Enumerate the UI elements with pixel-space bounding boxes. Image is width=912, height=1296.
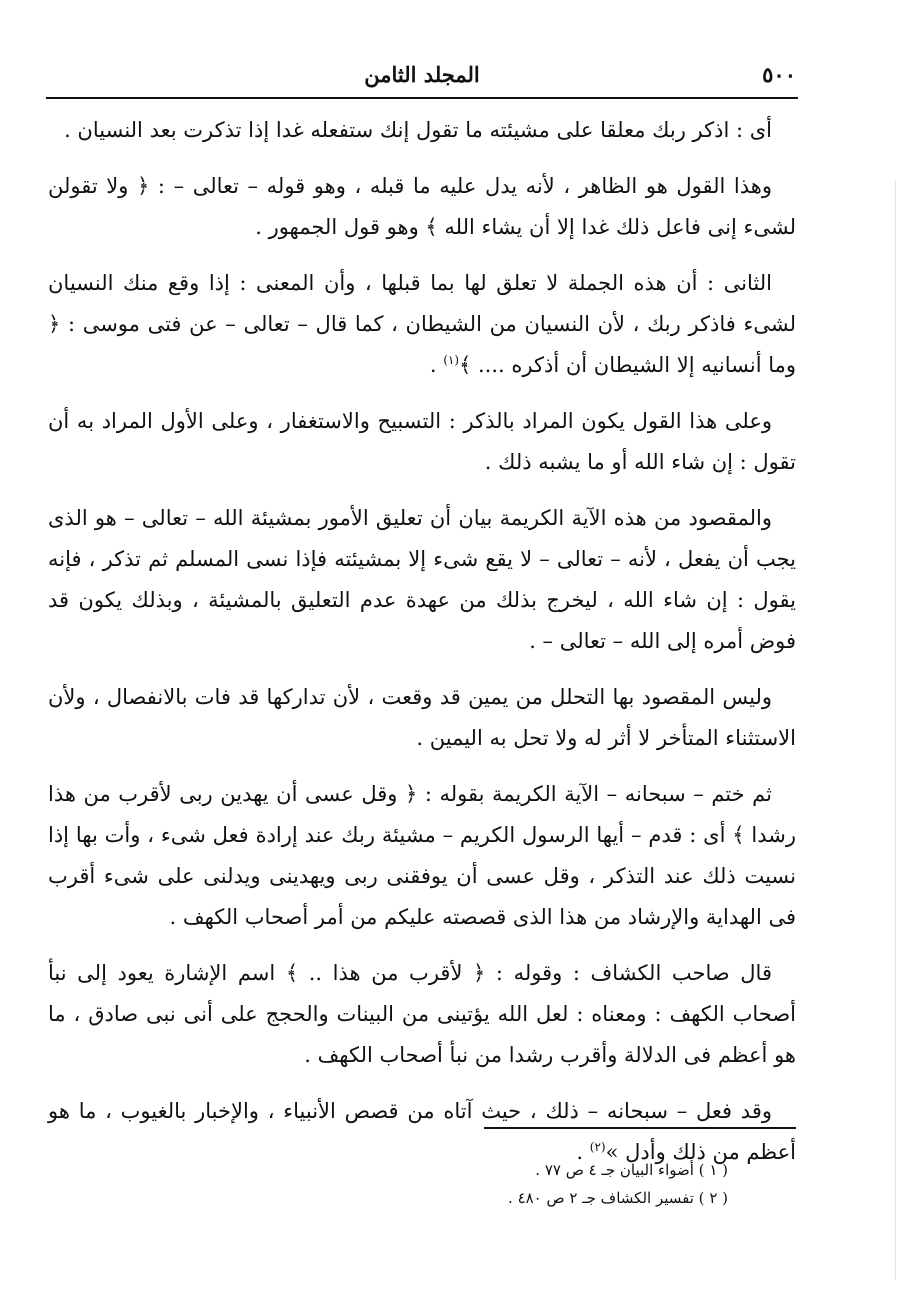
paragraph-text: أى : اذكر ربك معلقا على مشيئته ما تقول إنك ستفعله غدا إذا تذكرت بعد النسيان . xyxy=(64,118,772,142)
header-rule xyxy=(46,97,798,99)
paragraph-tail: . xyxy=(576,1140,590,1164)
paragraph-text: والمقصود من هذه الآية الكريمة بيان أن تعليق الأمور بمشيئة الله – تعالى – هو الذى يجب أن يفعل ، لأنه – تعالى – لا يقع شىء إلا بمشيئته فإذا نسى المسلم ثم تذكر ، فإنه يقول : إن شاء الله ، ليخرج بذلك من عهدة عدم التعليق بالمشيئة ، وبذلك يكون قد فوض أمره إلى الله – تعالى – . xyxy=(48,506,796,653)
footnote-marker: (١) xyxy=(443,353,460,367)
paragraph xyxy=(48,677,796,759)
paragraph xyxy=(48,166,796,248)
paragraph xyxy=(48,774,796,938)
paragraph-text: الثانى : أن هذه الجملة لا تعلق لها بما قبلها ، وأن المعنى : إذا وقع منك النسيان لشىء فاذكر ربك ، لأن النسيان من الشيطان ، كما قال – تعالى – عن فتى موسى : ﴿ وما أنسانيه إلا الشيطان أن أذكره .... ﴾ xyxy=(48,271,796,377)
paragraph-text: قال صاحب الكشاف : وقوله : ﴿ لأقرب من هذا .. ﴾ اسم الإشارة يعود إلى نبأ أصحاب الكهف : ومعناه : لعل الله يؤتينى من البينات والحجج على أنى نبى صادق ، ما هو أعظم فى الدلالة وأقرب رشدا من نبأ أصحاب الكهف . xyxy=(48,961,796,1067)
paragraph-text: وعلى هذا القول يكون المراد بالذكر : التسبيح والاستغفار ، وعلى الأول المراد به أن تقول : إن شاء الله أو ما يشبه ذلك . xyxy=(48,409,796,474)
footnote: ( ٢ ) تفسير الكشاف جـ ٢ ص ٤٨٠ . xyxy=(508,1189,728,1207)
paragraph xyxy=(48,263,796,386)
footnote-rule xyxy=(484,1127,796,1129)
paragraph xyxy=(48,110,796,151)
footnotes xyxy=(48,1156,728,1212)
paragraph-text: وقد فعل – سبحانه – ذلك ، حيث آتاه من قصص الأنبياء ، والإخبار بالغيوب ، ما هو أعظم من ذلك وأدل » xyxy=(48,1099,796,1164)
page-number: ٥٠٠ xyxy=(762,62,796,87)
paragraph xyxy=(48,401,796,483)
paragraph-text: وليس المقصود بها التحلل من يمين قد وقعت ، لأن تداركها قد فات بالانفصال ، ولأن الاستثناء المتأخر لا أثر له ولا تحل به اليمين . xyxy=(48,685,796,750)
paragraph xyxy=(48,953,796,1076)
paragraph-text: ثم ختم – سبحانه – الآية الكريمة بقوله : ﴿ وقل عسى أن يهدين ربى لأقرب من هذا رشدا ﴾ أى : قدم – أيها الرسول الكريم – مشيئة ربك عند إرادة فعل شىء ، وأت بها إذا نسيت ذلك عند التذكر ، وقل عسى أن يوفقنى ربى ويهدينى ويدلنى على شىء أقرب فى الهداية والإرشاد من هذا الذى قصصته عليكم من أمر أصحاب الكهف . xyxy=(48,782,796,929)
page-header xyxy=(48,58,796,92)
paragraph xyxy=(48,498,796,662)
scan-edge-line xyxy=(895,180,896,1280)
running-head: المجلد الثامن xyxy=(364,62,480,87)
footnote: ( ١ ) أضواء البيان جـ ٤ ص ٧٧ . xyxy=(535,1161,728,1179)
footnote-marker: (٢) xyxy=(589,1140,606,1154)
paragraph-text: وهذا القول هو الظاهر ، لأنه يدل عليه ما قبله ، وهو قوله – تعالى – : ﴿ ولا تقولن لشىء إنى فاعل ذلك غدا إلا أن يشاء الله ﴾ وهو قول الجمهور . xyxy=(48,174,796,239)
main-text xyxy=(48,110,796,1188)
paragraph-tail: . xyxy=(429,353,444,377)
